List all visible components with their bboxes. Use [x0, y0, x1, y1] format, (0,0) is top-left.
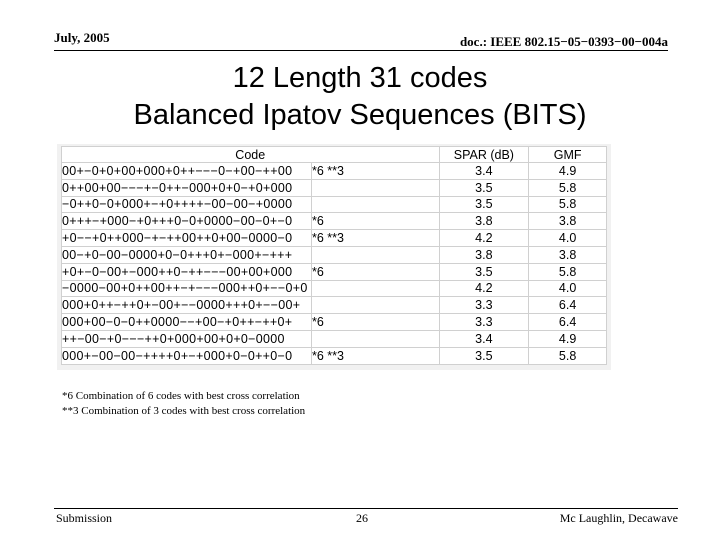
table-row [62, 230, 607, 247]
note-cell: *6 [311, 213, 439, 230]
code-cell: 000+00−0−0++0000−−+00−+0++−++0+ [62, 314, 312, 331]
table-row [62, 213, 607, 230]
spar-cell: 4.2 [439, 230, 529, 247]
page-number: 26 [356, 511, 368, 525]
note-cell: *6 [311, 263, 439, 280]
spar-cell: 3.5 [439, 347, 529, 364]
note-cell [311, 246, 439, 263]
header-spar: SPAR (dB) [439, 147, 529, 163]
footer-divider [54, 508, 678, 509]
spar-cell: 3.4 [439, 163, 529, 180]
gmf-cell: 5.8 [529, 196, 607, 213]
note-cell: *6 [311, 314, 439, 331]
footer-author: Mc Laughlin, Decawave [559, 511, 678, 525]
gmf-cell: 6.4 [529, 297, 607, 314]
note-cell: *6 **3 [311, 347, 439, 364]
code-cell: +0+−0−00+−000++0−++−−−00+00+000 [62, 263, 312, 280]
gmf-cell: 5.8 [529, 179, 607, 196]
spar-cell: 3.5 [439, 263, 529, 280]
gmf-cell: 4.9 [529, 163, 607, 180]
table-row [62, 314, 607, 331]
gmf-cell: 4.0 [529, 230, 607, 247]
code-cell: −0000−00+0++00++−+−−−000++0+−−0+0 [62, 280, 312, 297]
table-row [62, 196, 607, 213]
gmf-cell: 6.4 [529, 314, 607, 331]
spar-cell: 3.3 [439, 297, 529, 314]
note-cell [311, 330, 439, 347]
table-row [62, 280, 607, 297]
note-cell [311, 280, 439, 297]
header-divider [54, 50, 668, 51]
spar-cell: 3.8 [439, 213, 529, 230]
header-doc-id: doc.: IEEE 802.15−05−0393−00−004a [459, 34, 668, 49]
gmf-cell: 4.0 [529, 280, 607, 297]
note-cell [311, 179, 439, 196]
code-cell: 000+−00−00−++++0+−+000+0−0++0−0 [62, 347, 312, 364]
spar-cell: 3.4 [439, 330, 529, 347]
header-gmf: GMF [529, 147, 607, 163]
table-row [62, 246, 607, 263]
spar-cell: 4.2 [439, 280, 529, 297]
note-cell: *6 **3 [311, 230, 439, 247]
slide-title [0, 60, 720, 134]
gmf-cell: 5.8 [529, 263, 607, 280]
note-cell [311, 196, 439, 213]
header-code: Code [62, 147, 440, 163]
gmf-cell: 3.8 [529, 246, 607, 263]
footer-submission: Submission [56, 511, 113, 525]
note-cell: *6 **3 [311, 163, 439, 180]
footnote-6: *6 Combination of 6 codes with best cross correlation [62, 390, 300, 402]
table-row [62, 179, 607, 196]
code-cell: −0++0−0+000+−+0++++−00−00−+0000 [62, 196, 312, 213]
code-cell: 0+++−+000−+0+++0−0+0000−00−0+−0 [62, 213, 312, 230]
codes-table [61, 146, 607, 365]
title-line-1: 12 Length 31 codes [232, 62, 488, 94]
spar-cell: 3.8 [439, 246, 529, 263]
code-cell: ++−00−+0−−−++0+000+00+0+0−0000 [62, 330, 312, 347]
title-line-2: Balanced Ipatov Sequences (BITS) [133, 99, 587, 131]
gmf-cell: 4.9 [529, 330, 607, 347]
note-cell [311, 297, 439, 314]
header-date: July, 2005 [54, 30, 110, 45]
gmf-cell: 5.8 [529, 347, 607, 364]
gmf-cell: 3.8 [529, 213, 607, 230]
footnote-3: **3 Combination of 3 codes with best cross correlation [62, 405, 306, 417]
code-cell: 00−+0−00−0000+0−0+++0+−000+−+++ [62, 246, 312, 263]
table-header-row [62, 147, 607, 163]
code-cell: 0++00+00−−−+−0++−000+0+0−+0+000 [62, 179, 312, 196]
table-row [62, 163, 607, 180]
table-row [62, 347, 607, 364]
spar-cell: 3.5 [439, 179, 529, 196]
code-cell: 00+−0+0+00+000+0++−−−0−+00−++00 [62, 163, 312, 180]
spar-cell: 3.3 [439, 314, 529, 331]
code-cell: 000+0++−++0+−00+−−0000+++0+−−00+ [62, 297, 312, 314]
spar-cell: 3.5 [439, 196, 529, 213]
table-row [62, 263, 607, 280]
table-row [62, 297, 607, 314]
code-cell: +0−−+0++000−+−++00++0+00−0000−0 [62, 230, 312, 247]
table-row [62, 330, 607, 347]
